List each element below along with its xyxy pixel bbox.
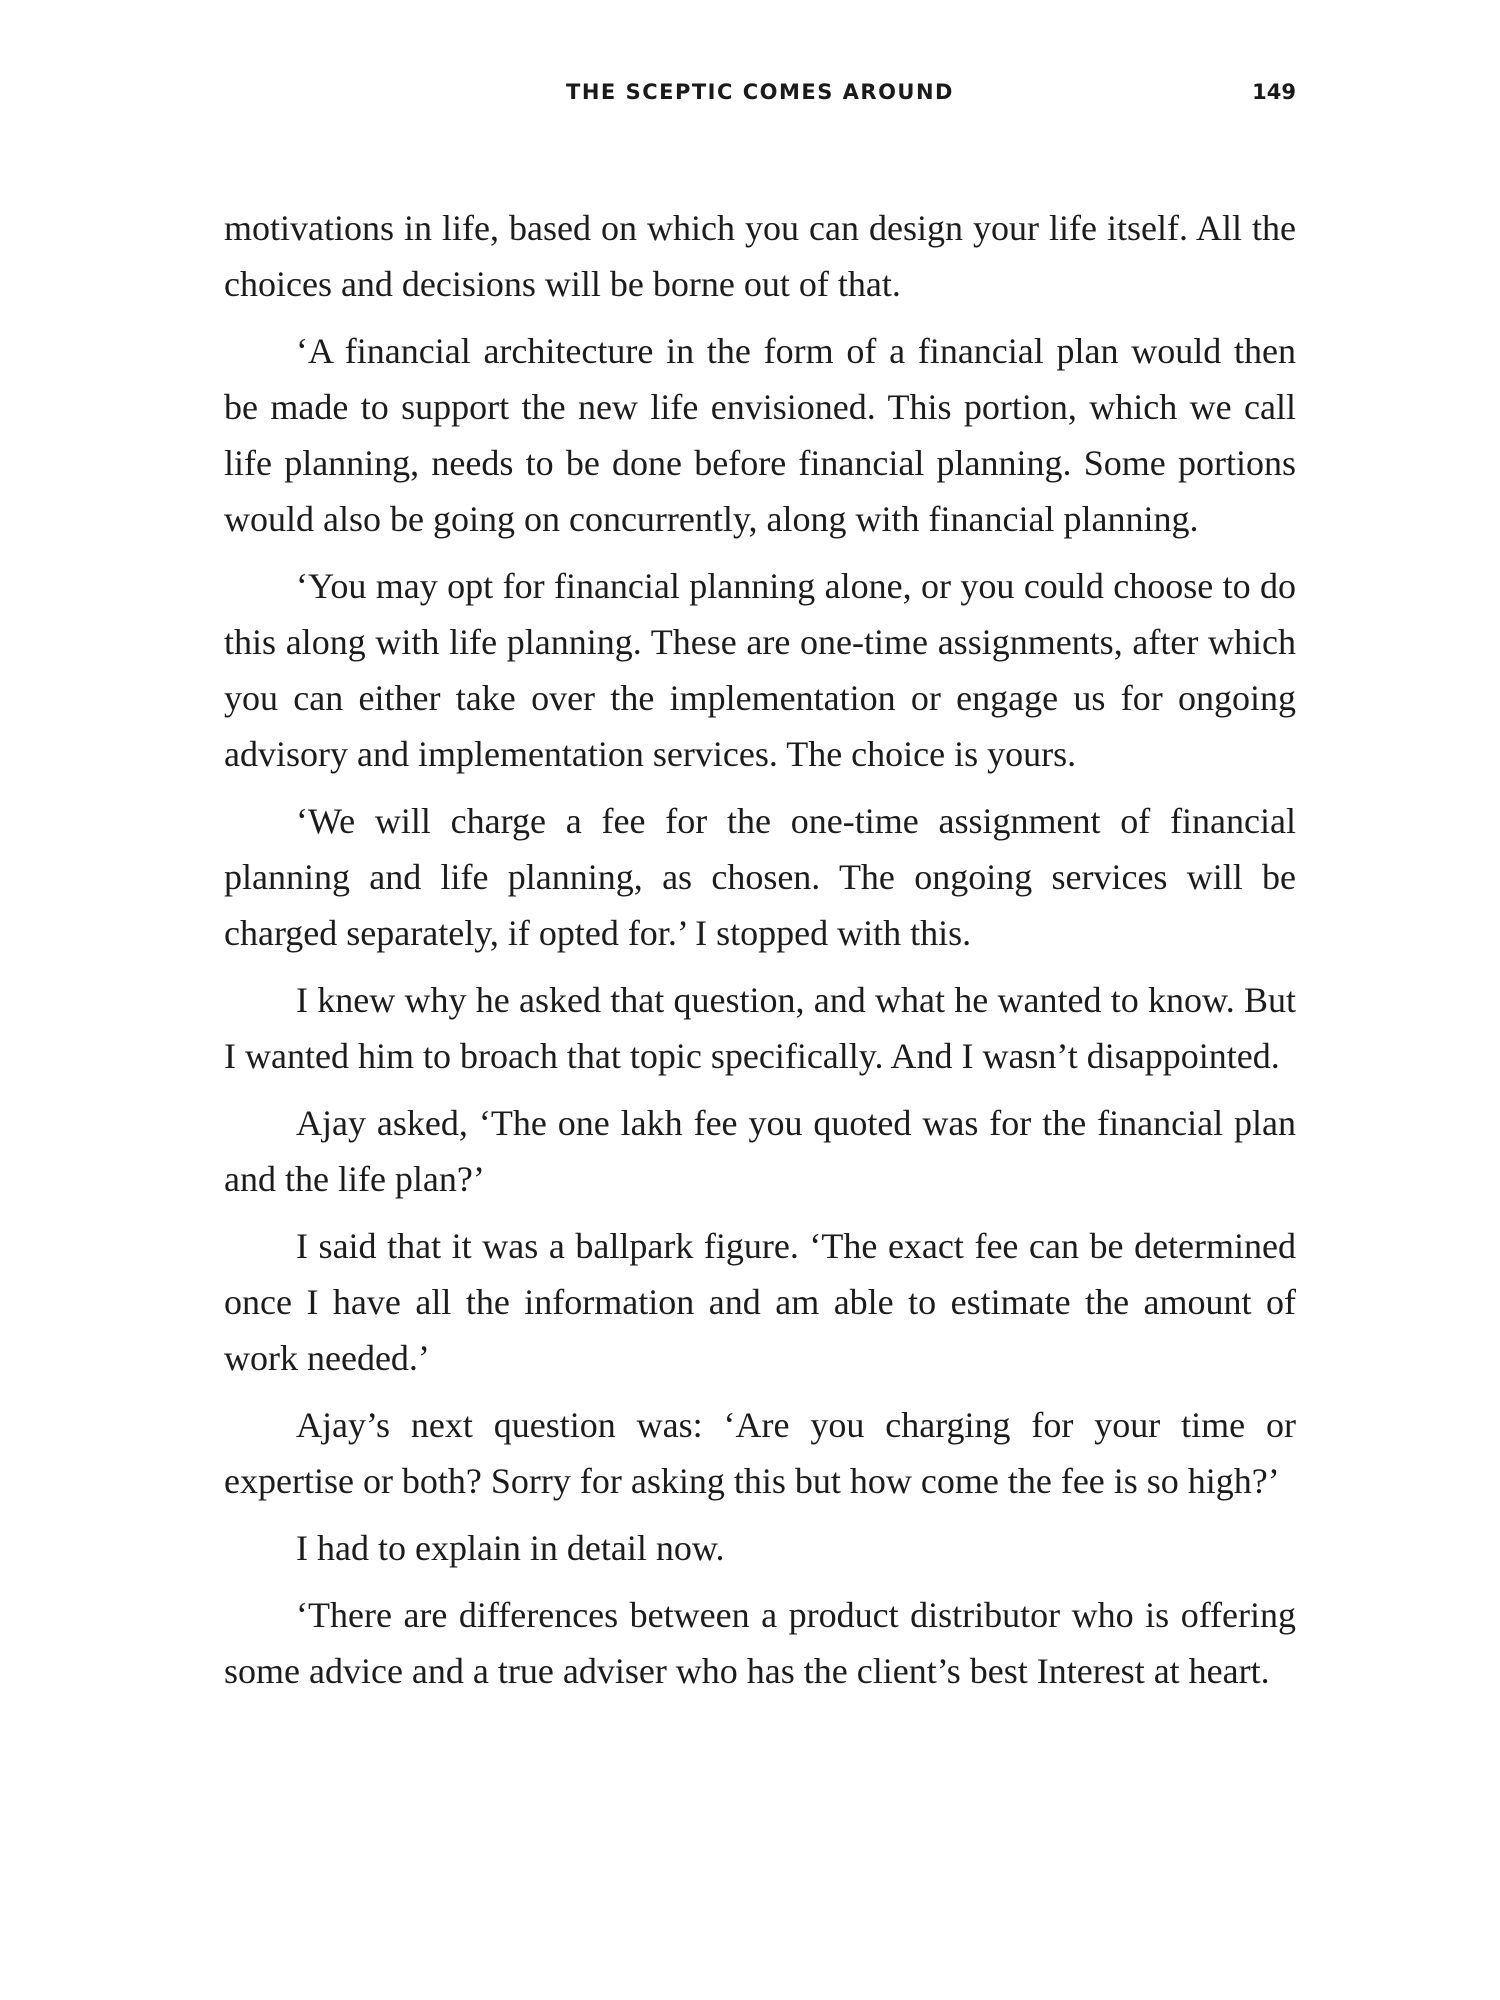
paragraph: ‘You may opt for financial planning alone, or you could choose to do this along with life planning. These are one-time assignments, after which you can either take over the implementation or engage us for ongoing advisory and implementation services. The choice is yours.	[224, 566, 1296, 774]
paragraph: Ajay asked, ‘The one lakh fee you quoted was for the financial plan and the life plan?’	[224, 1103, 1296, 1199]
paragraph: ‘We will charge a fee for the one-time assignment of financial planning and life planning, as chosen. The ongoing services will be charged separately, if opted for.’ I stopped with this.	[224, 801, 1296, 953]
paragraph: Ajay’s next question was: ‘Are you charging for your time or expertise or both? Sorry for asking this but how come the fee is so high?’	[224, 1405, 1296, 1501]
paragraph: motivations in life, based on which you can design your life itself. All the choices and decisions will be borne out of that.	[224, 208, 1296, 304]
paragraph: I knew why he asked that question, and what he wanted to know. But I wanted him to broach that topic specifically. And I wasn’t disappointed.	[224, 980, 1296, 1076]
running-head	[224, 80, 1296, 108]
body-text	[224, 200, 1296, 1710]
running-title: THE SCEPTIC COMES AROUND	[566, 80, 954, 104]
paragraph: ‘A financial architecture in the form of a financial plan would then be made to support the new life envisioned. This portion, which we call life planning, needs to be done before financial planning. Some portions would also be going on concurrently, along with financial planning.	[224, 331, 1296, 539]
page-number: 149	[1252, 80, 1296, 104]
paragraph: I said that it was a ballpark figure. ‘The exact fee can be determined once I have all the information and am able to estimate the amount of work needed.’	[224, 1226, 1296, 1378]
paragraph: I had to explain in detail now.	[296, 1528, 725, 1568]
paragraph: ‘There are differences between a product distributor who is offering some advice and a true adviser who has the client’s best Interest at heart.	[224, 1595, 1296, 1691]
